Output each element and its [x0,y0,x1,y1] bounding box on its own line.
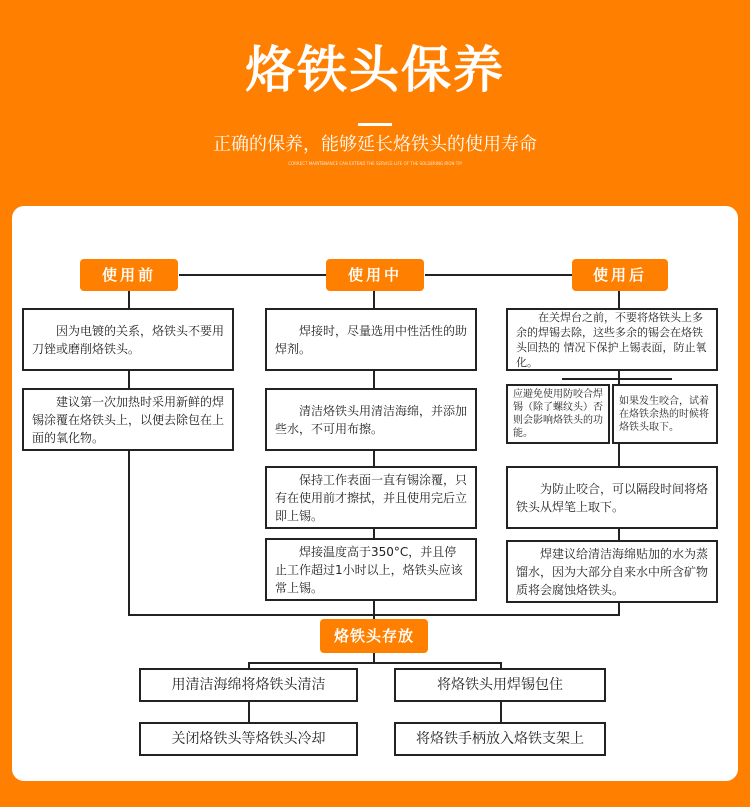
during-step-2 [265,388,477,451]
during-step-4-text: 焊接温度高于350°C，并且停止工作超过1小时以上，烙铁头应该常上锡。 [275,544,463,595]
storage-step-2-text: 将烙铁头用焊锡包住 [437,677,563,693]
connector [618,370,620,384]
before-step-1-text: 因为电镀的关系，烙铁头不要用刀锉或磨削烙铁头。 [32,323,225,356]
after-step-2b [612,384,718,444]
connector [373,288,375,310]
connector [373,370,375,388]
after-step-4 [506,540,718,603]
page-subtitle: 正确的保养，能够延长烙铁头的使用寿命 [213,134,537,155]
during-step-1-text: 焊接时，尽量选用中性活性的助焊剂。 [275,323,468,356]
connector [128,450,130,616]
storage-step-1-text: 用清洁海绵将烙铁头清洁 [171,677,326,693]
fine-print: CORRECT MAINTENANCE CAN EXTEND THE SERVICE LIFE OF THE SOLDERING IRON TIP [288,161,462,166]
connector [618,528,620,540]
storage-step-1 [139,668,358,702]
connector [179,274,327,276]
storage-step-4-text: 将烙铁手柄放入烙铁支架上 [416,731,584,747]
after-step-1 [506,308,718,371]
during-step-3 [265,466,477,529]
header-storage: 烙铁头存放 [320,619,428,653]
connector [373,450,375,466]
after-step-1-text: 在关焊台之前，不要将烙铁头上多余的焊锡去除，这些多余的锡会在烙铁头回热的 情况下保护上锡表面，防止氧化。 [516,310,707,369]
connector [500,701,502,722]
storage-step-4 [394,722,606,756]
connector [373,528,375,538]
header-before-use: 使用前 [80,259,178,291]
connector [618,288,620,310]
after-step-3-text: 为防止咬合，可以隔段时间将烙铁头从焊笔上取下。 [516,481,709,514]
during-step-3-text: 保持工作表面一直有锡涂覆，只有在使用前才擦拭，并且使用完后立即上锡。 [275,472,468,523]
during-step-1 [265,308,477,371]
storage-step-2 [394,668,606,702]
after-step-4-text: 焊建议给清洁海绵贴加的水为蒸馏水，因为大部分自来水中所含矿物质将会腐蚀烙铁头。 [516,546,709,597]
storage-step-3-text: 关闭烙铁头等烙铁头冷却 [171,731,326,747]
after-step-2a-text: 应避免使用防咬合焊锡（除了螺纹头）否则会影响烙铁头的功能。 [513,389,603,439]
during-step-4 [265,538,477,601]
flowchart-card [12,206,738,781]
header-after-use: 使用后 [572,259,668,291]
connector [373,600,375,621]
connector [248,701,250,722]
connector [425,274,573,276]
before-step-1 [22,308,234,371]
connector [128,288,130,310]
during-step-2-text: 清洁烙铁头用清洁海绵，并添加些水，不可用布擦。 [275,403,468,436]
storage-step-3 [139,722,358,756]
after-step-2b-text: 如果发生咬合，试着在烙铁余热的时候将烙铁头取下。 [619,395,709,433]
before-step-2 [22,388,234,451]
connector [562,378,672,380]
title-divider [358,123,392,126]
connector [128,370,130,388]
page-title: 烙铁头保养 [245,41,505,99]
before-step-2-text: 建议第一次加热时采用新鲜的焊锡涂覆在烙铁头上，以便去除包在上面的氧化物。 [32,394,225,445]
after-step-3 [506,466,718,529]
connector [248,662,502,664]
header-during-use: 使用中 [326,259,424,291]
after-step-2a [506,384,610,444]
connector [128,614,620,616]
